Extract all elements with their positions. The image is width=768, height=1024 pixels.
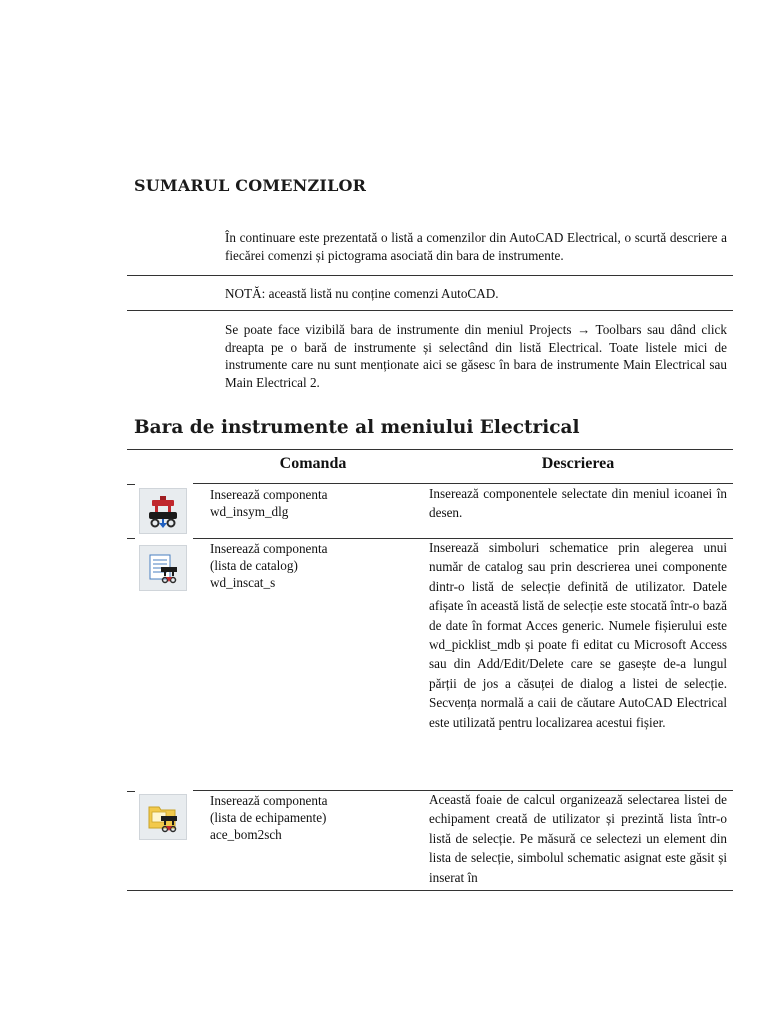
command-line: (lista de echipamente) [210, 810, 327, 825]
column-header-command: Comanda [279, 455, 347, 472]
note-paragraph: NOTĂ: această listă nu conține comenzi AutoCAD. [225, 286, 499, 301]
column-header-description: Descrierea [541, 455, 615, 472]
command-name: wd_insym_dlg [210, 504, 289, 519]
command-cell [210, 540, 420, 591]
command-cell [210, 792, 420, 843]
insert-equipment-list-icon[interactable] [139, 794, 187, 840]
command-line: Inserează componenta [210, 793, 328, 808]
divider [127, 310, 733, 311]
row-marker [127, 538, 135, 539]
command-line: (lista de catalog) [210, 558, 298, 573]
command-line: Inserează componenta [210, 541, 328, 556]
insert-component-icon[interactable] [139, 488, 187, 534]
description-cell: Inserează simboluri schematice prin alegerea unui număr de catalog sau prin descrierea unei componente dintr-o listă de selecție definită de utilizator. Datele afișate în această listă de selecție este stocată într-o bază de date în format Acces generic. Numele fișierului este wd_picklist_mdb și poate fi editat cu Microsoft Access sau din Add/Edit/Delete care se gasește de-a lungul părții de jos a căsuței de dialog a listei de selecție. Secvența normală a caii de căutare AutoCAD Electrical este utilizată pentru localizarea acestui fișier. [429, 540, 727, 730]
command-name: wd_inscat_s [210, 575, 276, 590]
row-marker [127, 484, 135, 485]
table-bottom-border [127, 890, 733, 891]
table-top-border [127, 449, 733, 450]
divider [127, 275, 733, 276]
command-cell [210, 486, 420, 520]
insert-catalog-list-icon[interactable] [139, 545, 187, 591]
command-line: Inserează componenta [210, 487, 328, 502]
row-marker [127, 791, 135, 792]
intro-paragraph: În continuare este prezentată o listă a comenzilor din AutoCAD Electrical, o scurtă descriere a fiecărei comenzi și pictograma asociată din bara de instrumente. [225, 230, 727, 263]
visibility-paragraph: Se poate face vizibilă bara de instrumente din meniul Projects → Toolbars sau dând click dreapta pe o bară de instrumente și selectând din listă Electrical. Toate listele mici de instrumente care nu sunt menționate aici se găsesc în bara de instrumente Main Electrical sau Main Electrical 2. [225, 322, 727, 390]
section-title: SUMARUL COMENZILOR [134, 176, 367, 195]
description-cell: Această foaie de calcul organizează selectarea listei de echipament creată de utilizator și prezintă lista într-o listă de selecție. Pe măsură ce selectezi un element din lista de selecție, simbolul schematic asignat este găsit și inserat în [429, 792, 727, 885]
description-cell: Inserează componentele selectate din meniul icoanei în desen. [429, 486, 727, 521]
toolbar-heading: Bara de instrumente al meniului Electrical [134, 417, 580, 438]
command-name: ace_bom2sch [210, 827, 282, 842]
